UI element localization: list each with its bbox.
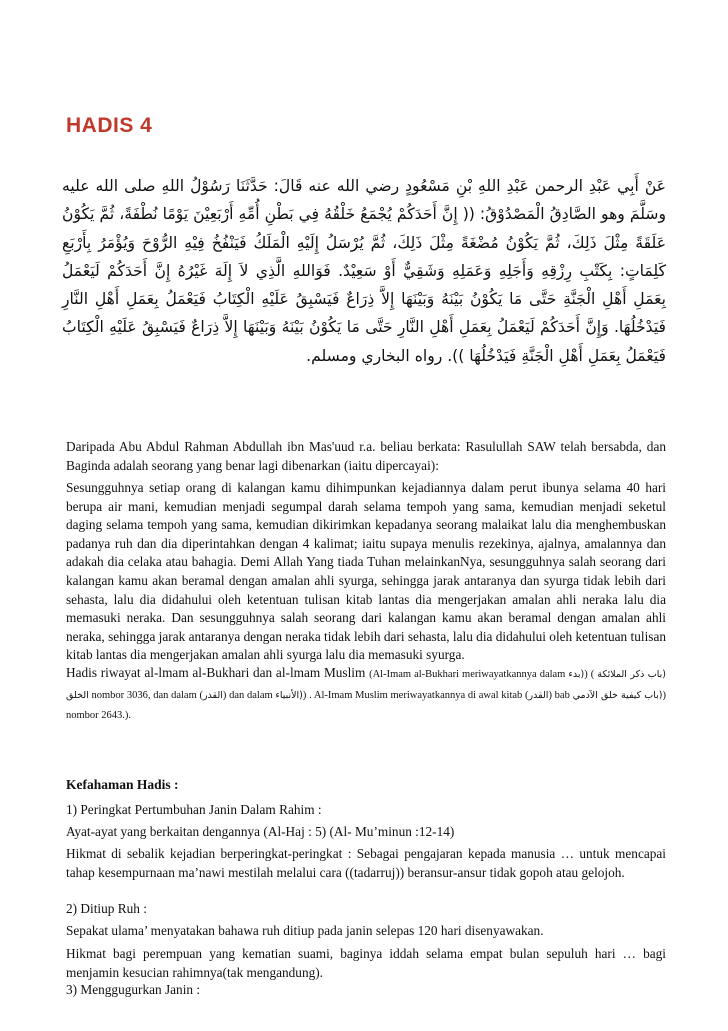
narration-source-7: ) bab (548, 689, 573, 701)
narration-lead: Hadis riwayat al-lmam al-Bukhari dan al-lmam Muslim (66, 665, 370, 680)
point-1-hikmat: Hikmat di sebalik kejadian berperingkat-peringkat : Sebagai pengajaran kepada manusia … untuk mencapai tahap kesempurnaan ma’nawi mestilah melalui cara ((tadarruj)) beransur-ansur tidak gopoh atau gelojoh. (66, 846, 666, 880)
hadith-title: HADIS 4 (66, 114, 153, 137)
intro-paragraph: Daripada Abu Abdul Rahman Abdullah ibn Mas'uud r.a. beliau berkata: Rasulullah SAW telah bersabda, dan Baginda adalah seorang yang benar lagi dibenarkan (iaitu dipercayai): (66, 439, 666, 473)
narration-source-1: (Al-Imam al-Bukhari meriwayatkannya dalam (369, 669, 569, 680)
narration-paragraph (66, 664, 666, 726)
arabic-hadith-text: عَنْ أَبِي عَبْدِ الرحمن عَبْدِ اللهِ بْنِ مَسْعُودٍ رضي الله عنه قَالَ: حَدَّثَنَا رَسُوْلُ اللهِ صلى الله عليه وسَلَّمَ وهو الصَّادِقُ الْمَصْدُوْقُ: (( إِنَّ أَحَدَكُمْ يُجْمَعُ خَلْقُهُ فِي بَطْنِ أُمِّهِ أَرْبَعِيْنَ يَوْمًا نُطْفَةً، ثُمَّ يَكُوْنُ عَلَقَةً مِثْلَ ذَلِكَ، ثُمَّ يَكُوْنُ مُضْغَةً مِثْلَ ذَلِكَ، ثُمَّ يُرْسَلُ إِلَيْهِ الْمَلَكُ فَيَنْفُخُ فِيْهِ الرُّوْحَ وَيُؤْمَرُ بِأَرْبَعِ كَلِمَاتٍ: بِكَتْبِ رِزْقِهِ وَأَجَلِهِ وَعَمَلِهِ وَشَقِيٌّ أَوْ سَعِيْدٌ. فَوَاللهِ الَّذِي لاَ إِلَهَ غَيْرُهُ إِنَّ أَحَدَكُمْ لَيَعْمَلُ بِعَمَلِ أَهْلِ الْجَنَّةِ حَتَّى مَا يَكُوْنُ بَيْنَهُ وَبَيْنَهَا إِلاَّ ذِرَاعٌ فَيَسْبِقُ عَلَيْهِ الْكِتَابُ فَيَعْمَلُ بِعَمَلِ أَهْلِ النَّارِ فَيَدْخُلُهَا. وَإِنَّ أَحَدَكُمْ لَيَعْمَلُ بِعَمَلِ أَهْلِ النَّارِ حَتَّى مَا يَكُوْنُ بَيْنَهُ وَبَيْنَهَا إِلاَّ ذِرَاعٌ فَيَسْبِقُ عَلَيْهِ الْكِتَابُ فَيَعْمَلُ بِعَمَلِ أَهْلِ الْجَنَّةِ فَيَدْخُلُهَا )). رواه البخاري ومسلم. (62, 177, 666, 365)
narration-source-6: ) . Al-Imam Muslim meriwayatkannya di awal kitab ( (302, 689, 529, 701)
narration-arabic-4: القدر (202, 689, 223, 701)
narration-source-8: ) nombor 2643.). (66, 689, 666, 722)
narration-source-5: ) dan dalam (222, 689, 276, 701)
point-2-text: Sepakat ulama’ menyatakan bahawa ruh ditiup pada janin selepas 120 hari disenyawakan. (66, 923, 544, 938)
point-3-title: 3) Menggugurkan Janin : (66, 982, 201, 997)
point-1-title: 1) Peringkat Pertumbuhan Janin Dalam Rahim : (66, 802, 322, 817)
narration-arabic-6: القدر (528, 689, 549, 701)
point-2-hikmat: Hikmat bagi perempuan yang kematian suami, baginya iddah selama empat bulan sepuluh hari … bagi menjamin kesucian rahimnya(tak mengandung). (66, 946, 666, 980)
narration-source-2: ) ( (584, 669, 598, 680)
point-1-ayat: Ayat-ayat yang berkaitan dengannya (Al-Haj : 5) (Al- Mu’minun :12-14) (66, 824, 455, 839)
narration-arabic-3: الخلق (66, 689, 89, 701)
kefahaman-heading: Kefahaman Hadis : (66, 777, 179, 792)
narration-source-4: nombor 3036, dan dalam ( (88, 689, 203, 701)
narration-arabic-2: (باب ذكر الملائكة (597, 669, 666, 680)
translation-paragraph: Sesungguhnya setiap orang di kalangan kamu dihimpunkan kejadiannya dalam perut ibunya selama 40 hari berupa air mani, kemudian menjadi segumpal darah selama tempoh yang sama, kemudian menjadi seketul daging selama tempoh yang sama, kemudian dikirimkan kepadanya seorang malaikat lalu dia menghembuskan padanya ruh dan dia diperintahkan dengan 4 kalimat; iaitu supaya menulis rezekinya, ajalnya, amalannya dan adakah dia celaka atau bahagia. Demi Allah Yang tiada Tuhan melainkanNya, sesungguhnya salah seorang dari kalangan kamu akan beramal dengan amalan ahli syurga, sehingga jarak antaranya dan syurga tidak lebih dari sehasta, lalu dia didahului oleh ketentuan tulisan kitab lantas dia mengerjakan amalan ahli neraka lalu dia memasuki neraka. Dan sesungguhnya salah seorang dari kalangan kamu akan beramal dengan amalan ahli neraka, sehingga jarak antaranya dengan neraka tidak lebih dari sehasta, lalu dia didahului oleh ketentuan tulisan kitab lantas dia mengerjakan amalan ahli syurga lalu dia memasuki syurga. (66, 480, 666, 663)
narration-arabic-7: (باب كيفية خلق الآدمي (572, 689, 663, 701)
point-2-title: 2) Ditiup Ruh : (66, 901, 147, 916)
narration-arabic-5: (الأنبياء (275, 689, 303, 701)
narration-arabic-1: (بدء (568, 669, 585, 680)
